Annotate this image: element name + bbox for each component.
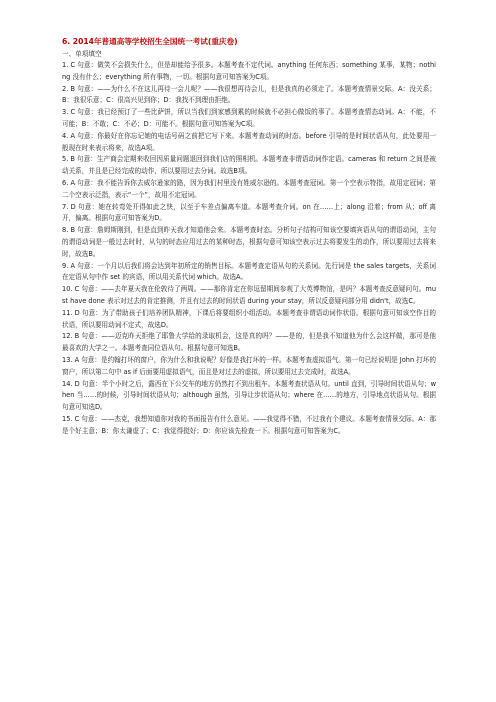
section-heading: 一、单项填空 — [62, 50, 102, 58]
answer-paragraph-10: 10. C 句意：——去年夏天我在伦敦待了两周。——那你肯定在你逗留期间参观了大英博物馆，是吗？本题考查反意疑问句。must have done 表示对过去的肯定推测，并且有过去的时间状语 during your stay，所以反意疑问部分用 didn't，故选C。 — [62, 285, 436, 305]
answer-paragraph-4: 4. A 句意：你最好在你忘记她的电话号码之前把它写下来。本题考查动词的时态。before 引导的是时间状语从句，此处要用一般现在时来表示将来，故选A项。 — [62, 131, 436, 152]
document-title: 6. 2014年普通高等学校招生全国统一考试(重庆卷) — [62, 37, 238, 46]
answer-paragraph-12: 12. B 句意：——迈克昨天拒绝了耶鲁大学给的录取机会，这是真的吗？——是的，但是我不知道他为什么会这样做，那可是他最喜欢的大学之一。本题考查同位语从句。根据句意可知选B。 — [62, 332, 436, 353]
answer-paragraph-15: 15. C 句意：——杰克，我想知道你对我的书面报告有什么意见。——我觉得不错，不过我有个建议。本题考查情景交际。A：那是个好主意；B：你太谦虚了；C：我觉得挺好；D：你应该先检查一下。根据句意可知答案为C。 — [62, 414, 436, 435]
answer-paragraph-13: 13. A 句意：是约翰打坏的窗户，你为什么和我说呢？好像是我打坏的一样。本题考查虚拟语气。第一句已经说明是 John 打坏的窗户，所以第二句中 as if 后面要用虚拟语气，而且是对过去的虚拟，所以要用过去完成时，故选A。 — [62, 355, 436, 376]
answer-paragraph-3: 3. C 句意：我已经预订了一些比萨饼，所以当我们到家感到累的时候就不必担心做饭的事了。本题考查情态动词。A：不能，不可能；B：不敢；C：不必；D：可能不。根据句意可知答案为C项。 — [62, 108, 436, 128]
document-content — [62, 36, 436, 438]
answer-paragraph-2: 2. B 句意：——为什么不在这儿再待一会儿呢？——我很想再待会儿，但是我真的必须走了。本题考查情景交际。A：没关系；B：我很乐意；C：很高兴见到你；D：我找不到理由拒绝。 — [62, 84, 436, 105]
answer-paragraph-8: 8. B 句意：詹姆斯刚到，但是直到昨天我才知道他会来。本题考查时态。分析句子结构可知该空要填宾语从句的谓语动词，主句的谓语动词是一般过去时时，从句的时态应用过去的某种时态，根据句意可知该空表示过去将要发生的动作，所以要用过去将来时，故选B。 — [62, 226, 436, 258]
answer-paragraph-1: 1. C 句意：做笑不会损失什么，但是却能给予很多。本题考查不定代词。anything 任何东西；something 某事，某物；nothing 没有什么；everything 所有事物，一切。根据句意可知答案为C项。 — [62, 61, 436, 81]
answer-paragraph-7: 7. D 句意：她在转弯处开得如此之快，以至于车差点偏离车道。本题考查介词。on 在……上；along 沿着；from 从；off 离开，偏离。根据句意可知答案为D。 — [62, 202, 436, 223]
answer-paragraph-6: 6. A 句意：我不能告诉你去威尔逊家的路，因为我们村里没有姓威尔逊的。本题考查冠词。第一个空表示特指，故用定冠词；第二个空表示泛指，表示“一个”，故用不定冠词。 — [62, 178, 436, 199]
answer-paragraph-5: 5. B 句意：生产商会定期来收回因质量问题退回到我们店的照相机。本题考查非谓语动词作定语。cameras 和 return 之间是被动关系，并且是已经完成的动作，所以要用过去分词。故选B项。 — [62, 155, 436, 176]
answer-paragraph-11: 11. D 句意：为了带助孩子们培养团队精神，下课后将要组织小组活动。本题考查非谓语动词作状语。根据句意可知该空作目的状语，所以要用动词不定式，故选D。 — [62, 308, 436, 329]
answer-paragraph-14: 14. D 句意：半个小时之后，露西在下公交车的地方仍然打不到出租车。本题考查状语从句。until 直到，引导时间状语从句；when 当……的时候，引导时间状语从句；although 虽然，引导让步状语从句；where 在……的地方，引导地点状语从句。根据句意可知选D。 — [62, 379, 436, 412]
answer-paragraph-9: 9. A 句意：一个月以后我们将会达到年初所定的销售目标。本题考查定语从句的关系词。先行词是 the sales targets，关系词在定语从句中作 set 的宾语，所以用关系代词 which。故选A。 — [62, 261, 436, 282]
